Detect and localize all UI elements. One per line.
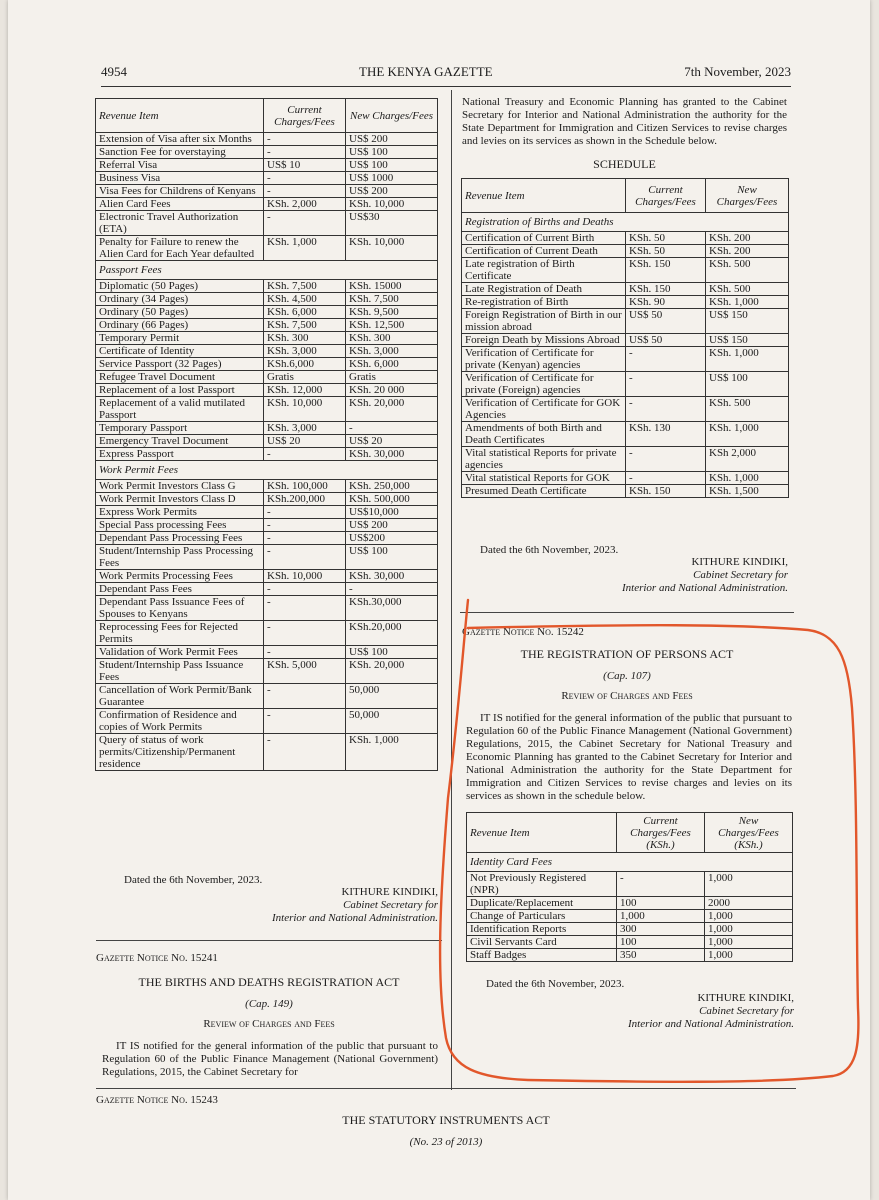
table-row — [96, 545, 438, 570]
dated-line: Dated the 6th November, 2023. — [124, 874, 263, 886]
table-row — [462, 447, 789, 472]
current-fee-cell: KSh. 1,000 — [264, 236, 346, 261]
current-fee-cell: - — [264, 709, 346, 734]
gazette-page — [8, 0, 870, 1200]
new-fee-cell: KSh. 6,000 — [346, 358, 438, 371]
table-body — [467, 853, 793, 962]
current-fee-cell: - — [264, 185, 346, 198]
current-fee-cell: 350 — [617, 949, 705, 962]
current-fee-cell: - — [264, 545, 346, 570]
current-fee-cell: - — [264, 519, 346, 532]
table-row — [467, 936, 793, 949]
revenue-item-cell: Presumed Death Certificate — [462, 485, 626, 498]
table-row — [96, 435, 438, 448]
new-fee-cell: KSh.30,000 — [346, 596, 438, 621]
revenue-item-cell: Sanction Fee for overstaying — [96, 146, 264, 159]
table-row — [96, 596, 438, 621]
revenue-item-cell: Ordinary (66 Pages) — [96, 319, 264, 332]
current-fee-cell: KSh. 50 — [626, 245, 706, 258]
signature-block — [558, 556, 788, 595]
revenue-item-cell: Dependant Pass Processing Fees — [96, 532, 264, 545]
new-fee-cell: KSh. 500,000 — [346, 493, 438, 506]
signatory-role: Interior and National Administration. — [621, 582, 788, 594]
new-fee-cell: KSh 2,000 — [706, 447, 789, 472]
current-fee-cell: - — [264, 133, 346, 146]
new-fee-cell: 50,000 — [346, 709, 438, 734]
new-fee-cell: KSh. 20,000 — [346, 659, 438, 684]
current-fee-cell: - — [264, 532, 346, 545]
revenue-item-cell: Ordinary (34 Pages) — [96, 293, 264, 306]
current-fee-cell: 300 — [617, 923, 705, 936]
act-title: THE REGISTRATION OF PERSONS ACT — [520, 647, 734, 661]
table-row — [96, 519, 438, 532]
table-row — [467, 923, 793, 936]
revenue-item-cell: Service Passport (32 Pages) — [96, 358, 264, 371]
gazette-title: THE KENYA GAZETTE — [359, 64, 493, 79]
revenue-item-cell: Alien Card Fees — [96, 198, 264, 211]
current-fee-cell: - — [264, 596, 346, 621]
revenue-item-cell: Query of status of work permits/Citizenship/Permanent residence — [96, 734, 264, 771]
table-row — [96, 280, 438, 293]
table-row — [96, 261, 438, 280]
revenue-item-cell: Reprocessing Fees for Rejected Permits — [96, 621, 264, 646]
current-fee-cell: KSh. 2,000 — [264, 198, 346, 211]
current-fee-cell: - — [264, 146, 346, 159]
new-fee-cell: US$10,000 — [346, 506, 438, 519]
new-fee-cell: KSh. 1,500 — [706, 485, 789, 498]
new-fee-cell: US$ 100 — [346, 545, 438, 570]
current-fee-cell: KSh. 10,000 — [264, 397, 346, 422]
table-row — [96, 422, 438, 435]
table-body — [462, 213, 789, 498]
new-fee-cell: KSh. 500 — [706, 397, 789, 422]
new-fee-cell: 1,000 — [705, 949, 793, 962]
current-fee-cell: KSh. 100,000 — [264, 480, 346, 493]
table-row — [96, 621, 438, 646]
table-header-row — [467, 813, 793, 853]
new-fee-cell: US$ 100 — [346, 146, 438, 159]
table-body — [96, 133, 438, 771]
current-fee-cell: KSh. 7,500 — [264, 280, 346, 293]
new-fee-cell: KSh. 200 — [706, 232, 789, 245]
table-row — [462, 472, 789, 485]
new-fee-cell: US$ 200 — [346, 185, 438, 198]
current-fee-cell: KSh. 150 — [626, 283, 706, 296]
notice-divider — [96, 940, 442, 941]
revenue-item-cell: Express Work Permits — [96, 506, 264, 519]
new-fee-cell: US$ 150 — [706, 309, 789, 334]
header-rule — [101, 86, 791, 87]
revenue-item-cell: Foreign Registration of Birth in our mission abroad — [462, 309, 626, 334]
current-fee-cell: US$ 50 — [626, 309, 706, 334]
act-title: THE BIRTHS AND DEATHS REGISTRATION ACT — [138, 975, 400, 989]
current-fee-cell: KSh. 150 — [626, 258, 706, 283]
revenue-item-cell: Not Previously Registered (NPR) — [467, 872, 617, 897]
signatory-role: Cabinet Secretary for — [699, 1005, 794, 1017]
act-title: THE STATUTORY INSTRUMENTS ACT — [342, 1113, 550, 1127]
current-fee-cell: Gratis — [264, 371, 346, 384]
table-row — [462, 296, 789, 309]
revenue-item-cell: Re-registration of Birth — [462, 296, 626, 309]
current-fee-cell: - — [626, 397, 706, 422]
table-row — [96, 198, 438, 211]
new-fee-cell: KSh. 7,500 — [346, 293, 438, 306]
table-row — [96, 358, 438, 371]
cap-number: (No. 23 of 2013) — [409, 1136, 483, 1148]
table-row — [96, 319, 438, 332]
revenue-item-cell: Vital statistical Reports for GOK — [462, 472, 626, 485]
table-row — [467, 910, 793, 923]
table-row — [96, 583, 438, 596]
review-heading: Review of Charges and Fees — [561, 690, 693, 702]
current-fee-cell: - — [626, 472, 706, 485]
current-fee-cell: 1,000 — [617, 910, 705, 923]
table-row — [96, 146, 438, 159]
signatory-role: Cabinet Secretary for — [693, 569, 788, 581]
current-fee-cell: - — [264, 734, 346, 771]
column-header: Revenue Item — [467, 813, 617, 853]
new-fee-cell: 50,000 — [346, 684, 438, 709]
notice-divider — [96, 1088, 796, 1089]
signature-block — [564, 992, 794, 1031]
new-fee-cell: KSh. 250,000 — [346, 480, 438, 493]
revenue-item-cell: Verification of Certificate for GOK Agencies — [462, 397, 626, 422]
new-fee-cell: KSh. 1,000 — [706, 422, 789, 447]
new-fee-cell: US$200 — [346, 532, 438, 545]
new-fee-cell: KSh. 500 — [706, 258, 789, 283]
new-fee-cell: 1,000 — [705, 936, 793, 949]
notice-label: Gazette Notice No. 15243 — [96, 1094, 218, 1106]
new-fee-cell: US$ 150 — [706, 334, 789, 347]
signatory-name: KITHURE KINDIKI, — [691, 556, 788, 568]
table-row — [96, 133, 438, 146]
table-row — [96, 293, 438, 306]
revenue-item-cell: Replacement of a valid mutilated Passport — [96, 397, 264, 422]
current-fee-cell: KSh.200,000 — [264, 493, 346, 506]
new-fee-cell: - — [346, 583, 438, 596]
table-row — [462, 397, 789, 422]
revenue-item-cell: Amendments of both Birth and Death Certificates — [462, 422, 626, 447]
revenue-item-cell: Refugee Travel Document — [96, 371, 264, 384]
column-header: Current Charges/Fees — [626, 179, 706, 213]
current-fee-cell: KSh. 6,000 — [264, 306, 346, 319]
current-fee-cell: KSh. 150 — [626, 485, 706, 498]
cap-number: (Cap. 149) — [245, 998, 293, 1010]
current-fee-cell: KSh. 3,000 — [264, 345, 346, 358]
new-fee-cell: US$ 1000 — [346, 172, 438, 185]
revenue-item-cell: Work Permit Investors Class G — [96, 480, 264, 493]
table-row — [462, 309, 789, 334]
new-fee-cell: 1,000 — [705, 872, 793, 897]
current-fee-cell: - — [264, 621, 346, 646]
new-fee-cell: KSh. 1,000 — [706, 347, 789, 372]
revenue-item-cell: Special Pass processing Fees — [96, 519, 264, 532]
table-row — [462, 372, 789, 397]
current-fee-cell: - — [617, 872, 705, 897]
new-fee-cell: KSh.20,000 — [346, 621, 438, 646]
current-fee-cell: KSh. 130 — [626, 422, 706, 447]
current-fee-cell: KSh. 5,000 — [264, 659, 346, 684]
revenue-item-cell: Temporary Permit — [96, 332, 264, 345]
table-row — [96, 159, 438, 172]
table-row — [96, 236, 438, 261]
table-row — [467, 853, 793, 872]
table-row — [96, 461, 438, 480]
revenue-item-cell: Certification of Current Death — [462, 245, 626, 258]
revenue-item-cell: Validation of Work Permit Fees — [96, 646, 264, 659]
revenue-item-cell: Civil Servants Card — [467, 936, 617, 949]
revenue-item-cell: Referral Visa — [96, 159, 264, 172]
new-fee-cell: US$ 200 — [346, 519, 438, 532]
new-fee-cell: KSh. 12,500 — [346, 319, 438, 332]
table-row — [96, 397, 438, 422]
revenue-item-cell: Certification of Current Birth — [462, 232, 626, 245]
revenue-item-cell: Staff Badges — [467, 949, 617, 962]
current-fee-cell: KSh. 12,000 — [264, 384, 346, 397]
table-header-row — [462, 179, 789, 213]
revenue-item-cell: Confirmation of Residence and copies of Work Permits — [96, 709, 264, 734]
revenue-item-cell: Late registration of Birth Certificate — [462, 258, 626, 283]
dated-line: Dated the 6th November, 2023. — [480, 544, 619, 556]
current-fee-cell: KSh. 10,000 — [264, 570, 346, 583]
current-fee-cell: KSh. 7,500 — [264, 319, 346, 332]
new-fee-cell: KSh. 10,000 — [346, 198, 438, 211]
new-fee-cell: Gratis — [346, 371, 438, 384]
signature-block — [208, 886, 438, 925]
new-fee-cell: KSh. 10,000 — [346, 236, 438, 261]
new-fee-cell: KSh. 30,000 — [346, 448, 438, 461]
revenue-item-cell: Foreign Death by Missions Abroad — [462, 334, 626, 347]
revenue-item-cell: Penalty for Failure to renew the Alien Card for Each Year defaulted — [96, 236, 264, 261]
new-fee-cell: US$ 20 — [346, 435, 438, 448]
table-header-row — [96, 99, 438, 133]
signatory-role: Interior and National Administration. — [627, 1018, 794, 1030]
revenue-item-cell: Extension of Visa after six Months — [96, 133, 264, 146]
current-fee-cell: - — [264, 646, 346, 659]
column-header: Revenue Item — [96, 99, 264, 133]
new-fee-cell: KSh. 1,000 — [346, 734, 438, 771]
column-header: New Charges/Fees — [346, 99, 438, 133]
revenue-item-cell: Verification of Certificate for private (Foreign) agencies — [462, 372, 626, 397]
current-fee-cell: KSh. 50 — [626, 232, 706, 245]
notice-continuation: National Treasury and Economic Planning has granted to the Cabinet Secretary for Interior and National Administration the authority for the State Department for Immigration and Citizen Services to revise charges and levies on its services as shown in the Schedule below. — [462, 96, 787, 147]
new-fee-cell: KSh. 3,000 — [346, 345, 438, 358]
column-divider — [451, 90, 452, 1090]
new-fee-cell: US$ 100 — [706, 372, 789, 397]
notice-label: Gazette Notice No. 15241 — [96, 952, 218, 964]
notice-divider — [460, 612, 794, 613]
table-row — [467, 949, 793, 962]
current-fee-cell: - — [264, 172, 346, 185]
new-fee-cell: US$ 100 — [346, 159, 438, 172]
table-row — [462, 283, 789, 296]
new-fee-cell: KSh. 200 — [706, 245, 789, 258]
cap-number: (Cap. 107) — [603, 670, 651, 682]
new-fee-cell: KSh. 1,000 — [706, 472, 789, 485]
immigration-fees-table — [95, 98, 438, 771]
column-header: Revenue Item — [462, 179, 626, 213]
current-fee-cell: US$ 50 — [626, 334, 706, 347]
revenue-item-cell: Work Permits Processing Fees — [96, 570, 264, 583]
column-header: New Charges/Fees — [706, 179, 789, 213]
schedule-heading: SCHEDULE — [593, 157, 656, 171]
column-header: Current Charges/Fees (KSh.) — [617, 813, 705, 853]
revenue-item-cell: Duplicate/Replacement — [467, 897, 617, 910]
table-row — [96, 345, 438, 358]
revenue-item-cell: Work Permit Investors Class D — [96, 493, 264, 506]
revenue-item-cell: Late Registration of Death — [462, 283, 626, 296]
table-row — [96, 384, 438, 397]
revenue-item-cell: Electronic Travel Authorization (ETA) — [96, 211, 264, 236]
section-heading-cell: Identity Card Fees — [467, 853, 793, 872]
births-deaths-fees-table — [461, 178, 789, 498]
notice-body: IT IS notified for the general information of the public that pursuant to Regulation 60 of the Public Finance Management (National Government) Regulations, 2015, the Cabinet Secretary for National Treasury and Economic Planning has granted to the Cabinet Secretary for Interior and National Administration the authority for the State Department for Immigration and Citizen Services to revise charges and levies on its services as shown in the schedule below. — [466, 712, 792, 802]
table-row — [96, 371, 438, 384]
current-fee-cell: - — [264, 684, 346, 709]
table-row — [462, 422, 789, 447]
new-fee-cell: KSh. 20 000 — [346, 384, 438, 397]
table-row — [96, 709, 438, 734]
table-row — [96, 306, 438, 319]
new-fee-cell: KSh. 9,500 — [346, 306, 438, 319]
current-fee-cell: - — [264, 448, 346, 461]
new-fee-cell: US$ 200 — [346, 133, 438, 146]
revenue-item-cell: Cancellation of Work Permit/Bank Guarantee — [96, 684, 264, 709]
revenue-item-cell: Express Passport — [96, 448, 264, 461]
table-row — [462, 485, 789, 498]
new-fee-cell: KSh. 500 — [706, 283, 789, 296]
column-header: New Charges/Fees (KSh.) — [705, 813, 793, 853]
dated-line: Dated the 6th November, 2023. — [486, 978, 625, 990]
revenue-item-cell: Student/Internship Pass Processing Fees — [96, 545, 264, 570]
notice-label: Gazette Notice No. 15242 — [462, 626, 584, 638]
revenue-item-cell: Replacement of a lost Passport — [96, 384, 264, 397]
page-number: 4954 — [101, 64, 127, 79]
page-header — [101, 64, 791, 84]
current-fee-cell: 100 — [617, 936, 705, 949]
table-row — [96, 172, 438, 185]
signatory-name: KITHURE KINDIKI, — [697, 992, 794, 1004]
new-fee-cell: KSh. 300 — [346, 332, 438, 345]
signatory-role: Cabinet Secretary for — [343, 899, 438, 911]
current-fee-cell: KSh. 4,500 — [264, 293, 346, 306]
new-fee-cell: KSh. 20,000 — [346, 397, 438, 422]
revenue-item-cell: Ordinary (50 Pages) — [96, 306, 264, 319]
table-row — [467, 897, 793, 910]
revenue-item-cell: Visa Fees for Childrens of Kenyans — [96, 185, 264, 198]
revenue-item-cell: Identification Reports — [467, 923, 617, 936]
table-row — [96, 684, 438, 709]
new-fee-cell: KSh. 1,000 — [706, 296, 789, 309]
table-row — [96, 211, 438, 236]
table-row — [96, 493, 438, 506]
table-row — [96, 506, 438, 519]
identity-card-fees-table — [466, 812, 793, 962]
new-fee-cell: US$30 — [346, 211, 438, 236]
current-fee-cell: KSh. 90 — [626, 296, 706, 309]
signatory-name: KITHURE KINDIKI, — [341, 886, 438, 898]
current-fee-cell: - — [626, 347, 706, 372]
new-fee-cell: KSh. 30,000 — [346, 570, 438, 583]
section-heading-cell: Registration of Births and Deaths — [462, 213, 789, 232]
revenue-item-cell: Business Visa — [96, 172, 264, 185]
table-row — [96, 480, 438, 493]
revenue-item-cell: Dependant Pass Fees — [96, 583, 264, 596]
revenue-item-cell: Dependant Pass Issuance Fees of Spouses to Kenyans — [96, 596, 264, 621]
revenue-item-cell: Student/Internship Pass Issuance Fees — [96, 659, 264, 684]
current-fee-cell: - — [264, 506, 346, 519]
table-row — [96, 659, 438, 684]
new-fee-cell: 2000 — [705, 897, 793, 910]
table-row — [462, 213, 789, 232]
table-row — [462, 258, 789, 283]
current-fee-cell: - — [264, 211, 346, 236]
table-row — [462, 232, 789, 245]
current-fee-cell: US$ 10 — [264, 159, 346, 172]
notice-body: IT IS notified for the general information of the public that pursuant to Regulation 60 of the Public Finance Management (National Government) Regulations, 2015, the Cabinet Secretary for — [102, 1040, 438, 1078]
current-fee-cell: - — [626, 447, 706, 472]
current-fee-cell: KSh. 300 — [264, 332, 346, 345]
new-fee-cell: - — [346, 422, 438, 435]
review-heading: Review of Charges and Fees — [203, 1018, 335, 1030]
table-row — [96, 734, 438, 771]
new-fee-cell: US$ 100 — [346, 646, 438, 659]
table-row — [96, 332, 438, 345]
revenue-item-cell: Emergency Travel Document — [96, 435, 264, 448]
table-row — [96, 185, 438, 198]
current-fee-cell: KSh. 3,000 — [264, 422, 346, 435]
table-row — [462, 347, 789, 372]
revenue-item-cell: Verification of Certificate for private (Kenyan) agencies — [462, 347, 626, 372]
table-row — [96, 646, 438, 659]
issue-date: 7th November, 2023 — [684, 64, 791, 79]
table-row — [96, 570, 438, 583]
current-fee-cell: US$ 20 — [264, 435, 346, 448]
current-fee-cell: - — [264, 583, 346, 596]
section-heading-cell: Work Permit Fees — [96, 461, 438, 480]
new-fee-cell: 1,000 — [705, 923, 793, 936]
revenue-item-cell: Certificate of Identity — [96, 345, 264, 358]
signatory-role: Interior and National Administration. — [271, 912, 438, 924]
revenue-item-cell: Diplomatic (50 Pages) — [96, 280, 264, 293]
new-fee-cell: 1,000 — [705, 910, 793, 923]
table-row — [96, 532, 438, 545]
table-row — [462, 334, 789, 347]
section-heading-cell: Passport Fees — [96, 261, 438, 280]
table-row — [467, 872, 793, 897]
table-row — [96, 448, 438, 461]
table-row — [462, 245, 789, 258]
current-fee-cell: 100 — [617, 897, 705, 910]
column-header: Current Charges/Fees — [264, 99, 346, 133]
revenue-item-cell: Temporary Passport — [96, 422, 264, 435]
revenue-item-cell: Vital statistical Reports for private agencies — [462, 447, 626, 472]
new-fee-cell: KSh. 15000 — [346, 280, 438, 293]
revenue-item-cell: Change of Particulars — [467, 910, 617, 923]
current-fee-cell: - — [626, 372, 706, 397]
current-fee-cell: KSh.6,000 — [264, 358, 346, 371]
